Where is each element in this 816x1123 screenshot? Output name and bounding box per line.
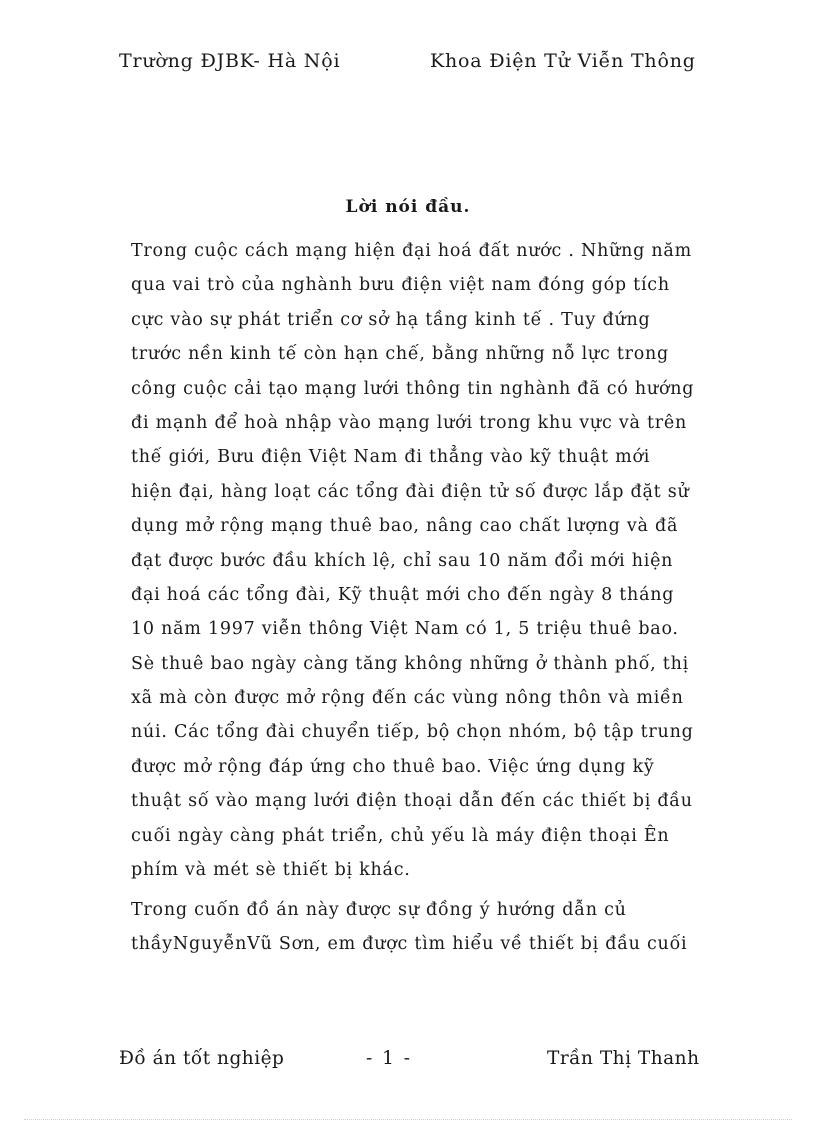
school-name: Trường ĐJBK- Hà Nội — [119, 50, 341, 72]
faculty-name: Khoa Điện Tử Viễn Thông — [430, 50, 696, 72]
page-number: - 1 - — [366, 1048, 413, 1069]
text-line: công cuộc cải tạo mạng lưới thông tin nghành đã có hướng — [131, 378, 695, 399]
body-paragraph-2 — [131, 893, 691, 962]
text-line: đi mạnh để hoà nhập vào mạng lưới trong khu vực và trên — [131, 412, 687, 433]
text-line: thế giới, Bưu điện Việt Nam đi thẳng vào kỹ thuật mới — [131, 447, 651, 468]
text-line: Trong cuốn đồ án này được sự đồng ý hướng dẫn củ — [131, 900, 627, 920]
text-line: dụng mở rộng mạng thuê bao, nâng cao chất lượng và đã — [131, 516, 679, 537]
section-title: Lời nói đầu. — [345, 197, 471, 217]
text-line: thuật số vào mạng lưới điện thoại dẫn đến các thiết bị đầu — [131, 791, 693, 812]
text-line: núi. Các tổng đài chuyển tiếp, bộ chọn nhóm, bộ tập trung — [131, 722, 694, 743]
text-line: xã mà còn được mở rộng đến các vùng nông thôn và miền — [131, 688, 684, 709]
text-line: cuối ngày càng phát triển, chủ yếu là máy điện thoại Ên — [131, 825, 670, 846]
text-line: qua vai trò của nghành bưu điện việt nam đóng góp tích — [131, 275, 670, 296]
text-line: được mở rộng đáp ứng cho thuê bao. Việc ứng dụng kỹ — [131, 756, 655, 777]
text-line: 10 năm 1997 viễn thông Việt Nam có 1, 5 triệu thuê bao. — [131, 619, 679, 640]
page-header — [0, 50, 816, 80]
page-border-line — [24, 1119, 792, 1120]
text-line: Trong cuộc cách mạng hiện đại hoá đất nước . Những năm — [131, 241, 692, 261]
page-footer — [0, 1048, 816, 1078]
body-paragraph-1 — [131, 234, 695, 887]
author-name: Trần Thị Thanh — [547, 1048, 700, 1069]
text-line: đạt được bước đầu khích lệ, chỉ sau 10 năm đổi mới hiện — [131, 550, 674, 571]
text-line: đại hoá các tổng đài, Kỹ thuật mới cho đến ngày 8 tháng — [131, 584, 675, 605]
text-line: thầyNguyễnVũ Sơn, em được tìm hiểu về thiết bị đầu cuối — [131, 934, 688, 955]
text-line: phím và mét sè thiết bị khác. — [131, 860, 411, 881]
text-line: trước nền kinh tế còn hạn chế, bằng những nỗ lực trong — [131, 344, 669, 365]
text-line: cực vào sự phát triển cơ sở hạ tầng kinh tế . Tuy đứng — [131, 309, 651, 330]
text-line: hiện đại, hàng loạt các tổng đài điện tử số được lắp đặt sử — [131, 481, 690, 502]
document-type: Đồ án tốt nghiệp — [119, 1048, 285, 1069]
text-line: Sè thuê bao ngày càng tăng không những ở thành phố, thị — [131, 653, 689, 674]
